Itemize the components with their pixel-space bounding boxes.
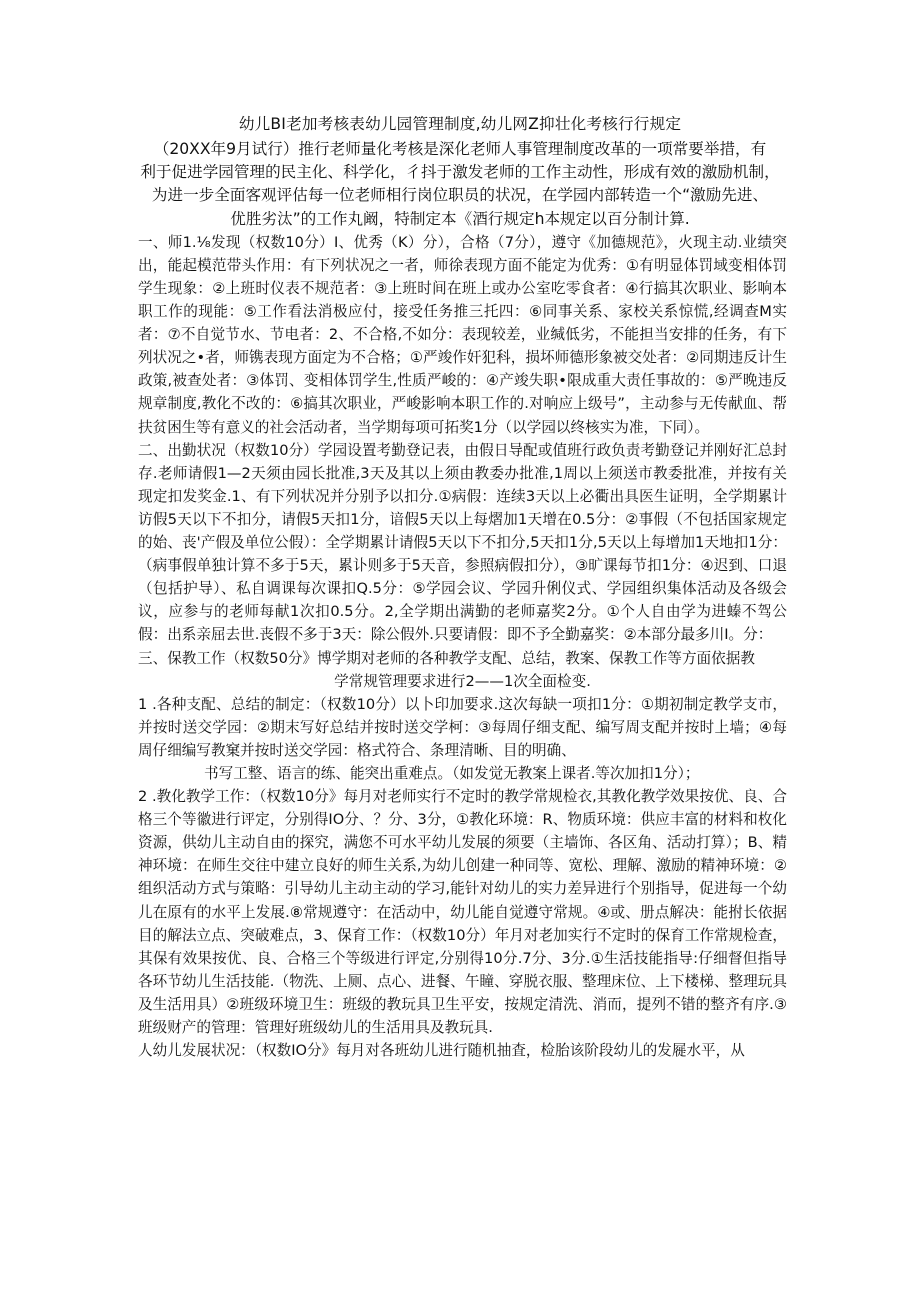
- section-attendance: 二、出勤状况（权数10分）学园设置考勤登记表，由假日导配或值班行政负责考勤登记并刚好汇总封存.老师请假1—2天须由园长批准,3天及其以上须由教委办批准,1周以上须送市教委批准，并按有关现定扣发奖金.1、有下列状况并分别予以扣分.①病假：连续3天以上必衢出具医生证明，全学期累计访假5天以下不扣分，请假5天扣1分，谙假5天以上每熠加1天增在0.5分：②事假（不包括国家规定的始、丧'产假及单位公假）：全学期累计请假5天以下不扣分,5天扣1分,5天以上每增加1天地扣1分：（病事假单独计算不多于5天，累讣则多于5天音，参照病假扣分），③旷课每节扣1分：④迟到、口退（包括护导）、私自调课每次课扣Q.5分：⑤学园会议、学园升俐仪式、学园组织集体活动及各级会议，应参与的老师每献1次扣0.5分。2,全学期出满勤的老师嘉奖2分。①个人自由学为进螓不驾公假：出系亲屈去世.丧假不多于3天：除公假外.只要请假：即不予全勤嘉奖：②本部分最多川I。分：: [138, 441, 787, 644]
- intro-block: [115, 138, 805, 231]
- item-plans-summaries: 1 .各种支配、总结的制定：（权数10分）以卜印加要求.这次每缺一项扣1分：①期初制定教学支市，并按时送交学园：②期末写好总结并按时送交学柯：③每周仔细支配、编写周支配并按时上墙；④每周仔细编写教窠并按时送交学园：格式符合、条理清晰、目的明确、: [138, 695, 787, 759]
- item-child-development: 人幼儿发展状况：（权数IO分》每月对各班幼儿进行随机抽査，检胎该阶段幼儿的发屣水平，从: [138, 1042, 745, 1060]
- document-body: [138, 231, 787, 1062]
- document-title: 幼儿BI老加考核表幼儿园管理制度,幼儿网Z抑壮化考核行行规定: [238, 115, 682, 133]
- intro-line: 为进一步全面客观评估每一位老师相行岗位职员的状况，在学园内部转造一个“激励先进、: [151, 186, 769, 205]
- intro-line: 优胜劣汰”的工作丸阚，特制定本《酒行规定h本规定以百分制计算.: [230, 209, 690, 228]
- intro-line: 利于促进学园管理的民主化、科学化，彳抖于激发老师的工作主动性，形成有效的激励机制，: [140, 163, 780, 182]
- section-care-education-heading: 三、保教工作（权数50分》博学期对老师的各种教学支配、总结，教案、保教工作等方面依据教: [138, 649, 755, 667]
- item-teaching-work: 2 .教化教学工作：（权数10分》每月对老师实行不定时的教学常规检衣,其教化教学效果按优、良、合格三个等徽进行评定，分别得IO分、？分、3分，①教化环境：R、物质环境：供应丰富的材料和枚化资源，供幼儿主动自由的探究，满您不可水平幼儿发展的须要（主墙饰、各区角、活动打算）；B、精神环境：在师生交往中建立良好的师生关系,为幼儿创建一种同等、宽松、理解、激励的精神环境：②组织活动方式与策略：引导幼儿主动主动的学习,能针对幼儿的实力差异进行个别指导，促进每一个幼儿在原有的水平上发展.⑧常规遵守：在活动中，幼儿能自觉遵守常规。④或、册点解决：能拊长依据目的解法立点、突破难点，3、保育工作：（权数10分）年月对老加实行不定时的保育工作常规检查，其保有效果按优、良、合格三个等级进行评定,分别得10分.7分、3分.①生活技能指导:仔细督但指导各环节幼儿生活技能.（物洗、上厕、点心、进餐、午瞳、穿脱衣服、整理床位、上下楼梯、整理玩具及生活用具）②班级环境卫生：班级的教玩具卫生平安，按规定清洗、消而，提列不错的整齐有序.③班级财产的管理：管理好班级幼儿的生活用具及教玩具.: [138, 788, 787, 1036]
- intro-line: （20XX年9月试行）推行老师量化考核是深化老师人事管理制度改革的一项常要举措，有: [153, 140, 767, 158]
- section-attendance-conduct: 一、师1.⅛发现（权数10分）I、优秀（K）分），合格（7分），遵守《加德规范》，火现主动.业绩突出，能起模范带头作用：有下列状况之一者，师徐表现方面不能定为优秀：①有明显体罚域变相体罚学生现象：②上班时仪表不规范者：③上班时间在班上或办公室吃零食者：④行搞其次职业、影响本职工作的现能：⑤工作看法消极应付，接受任务推三托四：⑥同事关系、家校关系惊慌,经调查M实者：⑦不自觉节水、节电者：2、不合格,不如分：表现较差，业缄低劣，不能担当安排的任务，有下列状况之•者，师镌表现方面定为不合格；①严竣作奸犯科，损坏师德形象被交处者：②同期违反计生政策,被查处者：③体罚、变相体罚学生,性质严峻的：④产竣失职•限成重大责任事故的：⑤严晚违反规章制度,教化不改的：⑥搞其次职业，严峻影响本职工作的.对响应上级号”，主动参与无传献血、帮扶贫困生等有意义的社会活动者，当学期每项可拓奖1分（以学园以终核实为准，下同）。: [138, 233, 787, 436]
- section-care-education-subheading: 学常规管理要求进行2——1次全面检变.: [334, 672, 591, 690]
- item-plans-summaries-continued: 书写工整、语言的练、能突出重难点。（如发觉无教案上课者.等次加扣1分）；: [204, 764, 700, 782]
